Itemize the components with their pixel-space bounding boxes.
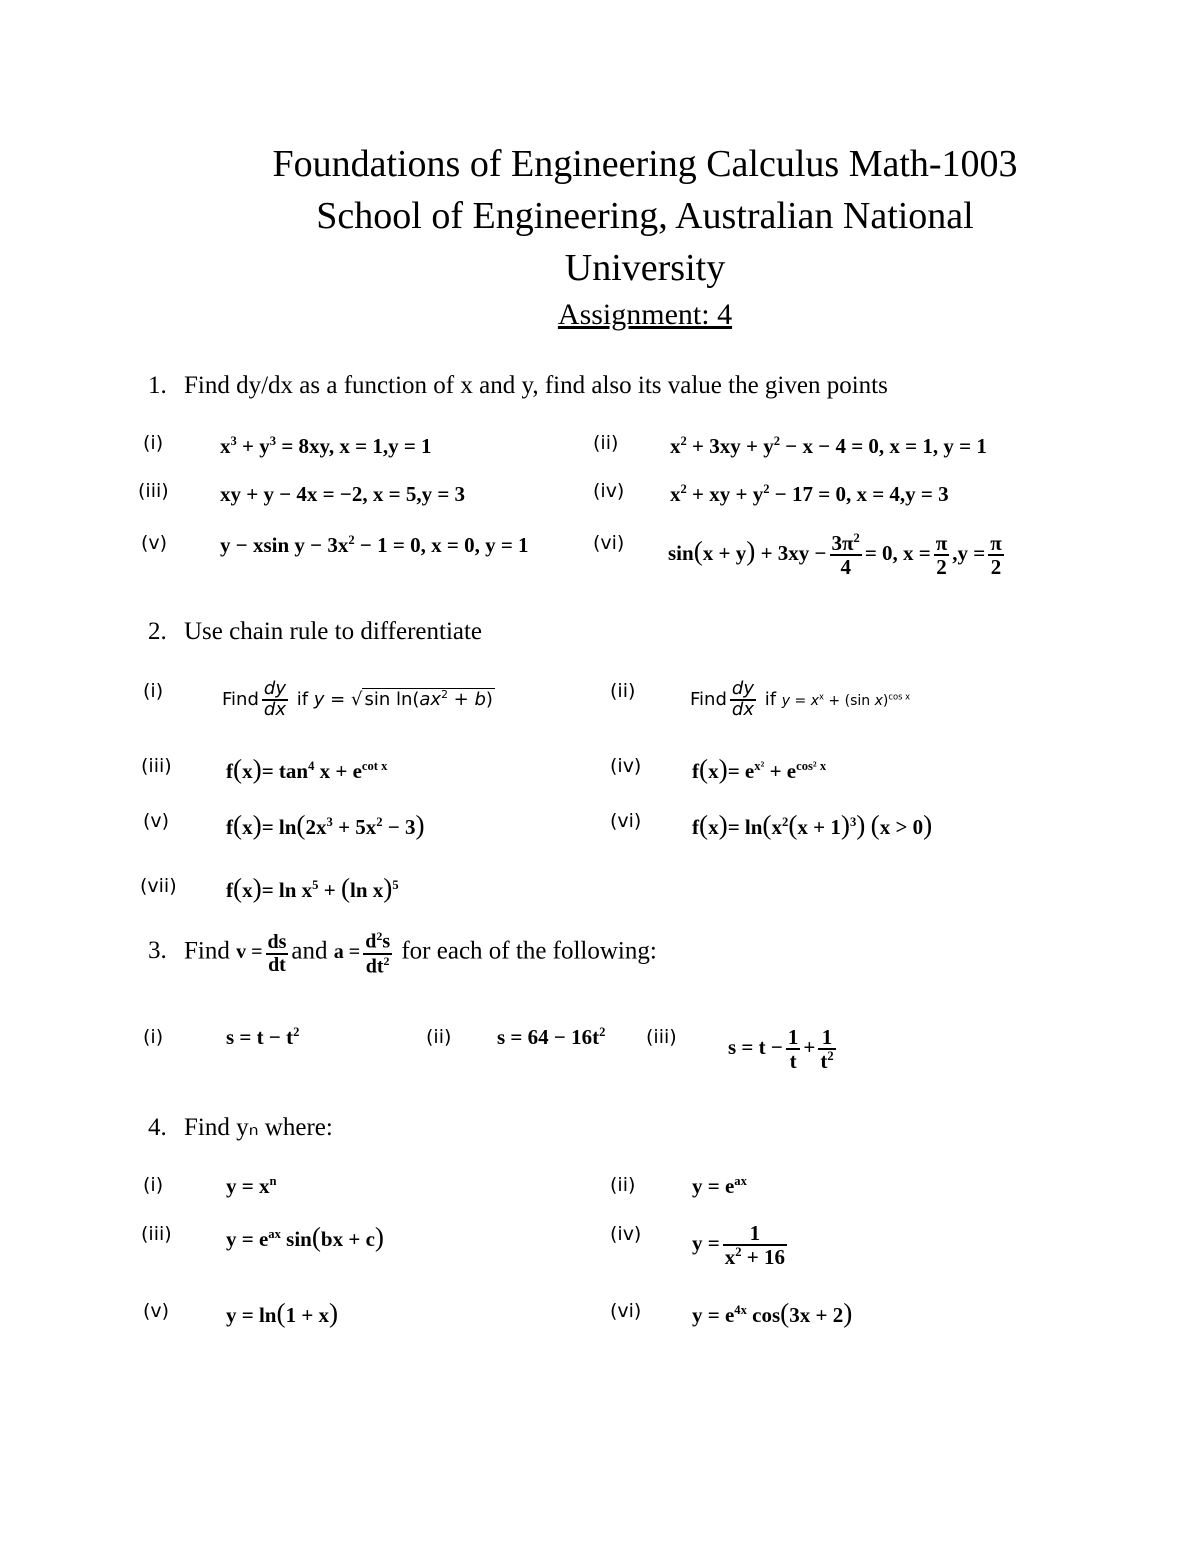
q2-equation-vii: $f(x)= \ln x^5 + (\ln$ x)$^5$ xyxy=(226,873,399,903)
q4-equation-v: y = ln(1 + x) xyxy=(226,1298,339,1328)
q2-label-vi: (vi) xyxy=(610,810,642,832)
q1-label-ii: (ii) xyxy=(593,432,619,454)
q2-label-ii: (ii) xyxy=(610,680,636,702)
q4-label-i: (i) xyxy=(143,1174,164,1196)
document-title: Foundations of Engineering Calculus Math-1003 xyxy=(272,143,1018,185)
q2-label-vii: (vii) xyxy=(140,875,177,897)
q2-equation-iii: $f(x)= \tan^4 x + e^{cot x}$ xyxy=(226,754,388,784)
q4-equation-iii: $y = e^{ax}$ sin(bx + c) xyxy=(226,1222,384,1252)
university-name: University xyxy=(564,247,726,289)
q4-label-vi: (vi) xyxy=(610,1300,642,1322)
q2-equation-vi: $f(x)= \ln(x^2(x + 1)^3) (x > 0)$ xyxy=(692,810,933,840)
q4-label-ii: (ii) xyxy=(610,1174,636,1196)
q1-equation-iii: xy + y − 4x = −2, x = 5,y = 3 xyxy=(220,482,466,506)
q1-equation-vi: sin(x + y) + 3xy − $\frac{3\pi^2}{4}$ = 0, x = $\frac{\pi}{2}$ ,y = $\frac{\pi}{2}$ xyxy=(668,531,1002,580)
q2-equation-iv: $f(x)= e^{x^2} + e^{cos^2 x}$ xyxy=(692,754,827,784)
q2-label-i: (i) xyxy=(143,680,164,702)
question-2-heading: 2. Use chain rule to differentiate xyxy=(148,618,483,645)
q4-equation-vi: $y = e^{4x}$ cos(3x + 2) xyxy=(692,1298,853,1328)
q2-equation-i: Find $\frac{dy}{dx}$ if y = √ $\sin \ln(ax^2 + b)$ xyxy=(222,678,493,720)
q1-equation-v: y − xsin $y - 3x^2 - 1 = 0$, x = 0, y = 1 xyxy=(220,533,529,557)
q3-equation-iii: s = t − $\frac{1}{t}$ + $\frac{1}{t^2}$ xyxy=(728,1025,834,1074)
q4-label-iv: (iv) xyxy=(610,1223,642,1245)
q1-label-iv: (iv) xyxy=(593,480,625,502)
question-3-heading: 3. Find v = $\frac{ds}{dt}$ and a = $\frac{d^2s}{dt^2}$ for each of the following: xyxy=(148,929,657,978)
q3-label-i: (i) xyxy=(143,1026,164,1048)
q1-equation-i: $x^3 + y^3 = 8xy$, x = 1,y = 1 xyxy=(220,434,432,458)
q1-equation-ii: $x^2 + 3xy + y^2 - x - 4 = 0$, x = 1, y = 1 xyxy=(670,434,987,458)
q2-label-iii: (iii) xyxy=(141,755,172,777)
q1-label-v: (v) xyxy=(141,532,168,554)
q4-equation-ii: $y = e^{ax}$ xyxy=(692,1174,747,1198)
assignment-heading: Assignment: 4 xyxy=(557,298,733,331)
q4-label-iii: (iii) xyxy=(141,1223,172,1245)
q1-label-i: (i) xyxy=(143,432,164,454)
q2-equation-ii: Find $\frac{dy}{dx}$ if $y = x^x + (\sin$ x)$^{cos x}$ xyxy=(690,678,911,720)
q1-equation-iv: $x^2$ + xy + $y^2 - 17 = 0$, x = 4,y = 3 xyxy=(670,482,949,506)
question-1-heading: 1. Find dy/dx as a function of x and y, find also its value the given points xyxy=(148,372,888,399)
q1-label-iii: (iii) xyxy=(138,480,169,502)
q3-label-iii: (iii) xyxy=(646,1026,677,1048)
school-name: School of Engineering, Australian National xyxy=(316,195,974,237)
q3-equation-ii: $s = 64 - 16t^2$ xyxy=(497,1025,606,1049)
q3-label-ii: (ii) xyxy=(426,1026,452,1048)
q3-equation-i: $s = t - t^2$ xyxy=(226,1025,300,1049)
q4-equation-i: $y = x^n$ xyxy=(226,1174,277,1198)
q4-equation-iv: y = $\frac{1}{x^2 + 16}$ xyxy=(692,1221,785,1270)
q4-label-v: (v) xyxy=(143,1300,170,1322)
q2-label-v: (v) xyxy=(143,810,170,832)
q1-label-vi: (vi) xyxy=(593,532,625,554)
q2-equation-v: $f(x)= \ln(2x^3 + 5x^2 - 3)$ xyxy=(226,810,425,840)
q2-label-iv: (iv) xyxy=(610,755,642,777)
question-4-heading: 4. Find yₙ where: xyxy=(148,1114,333,1141)
